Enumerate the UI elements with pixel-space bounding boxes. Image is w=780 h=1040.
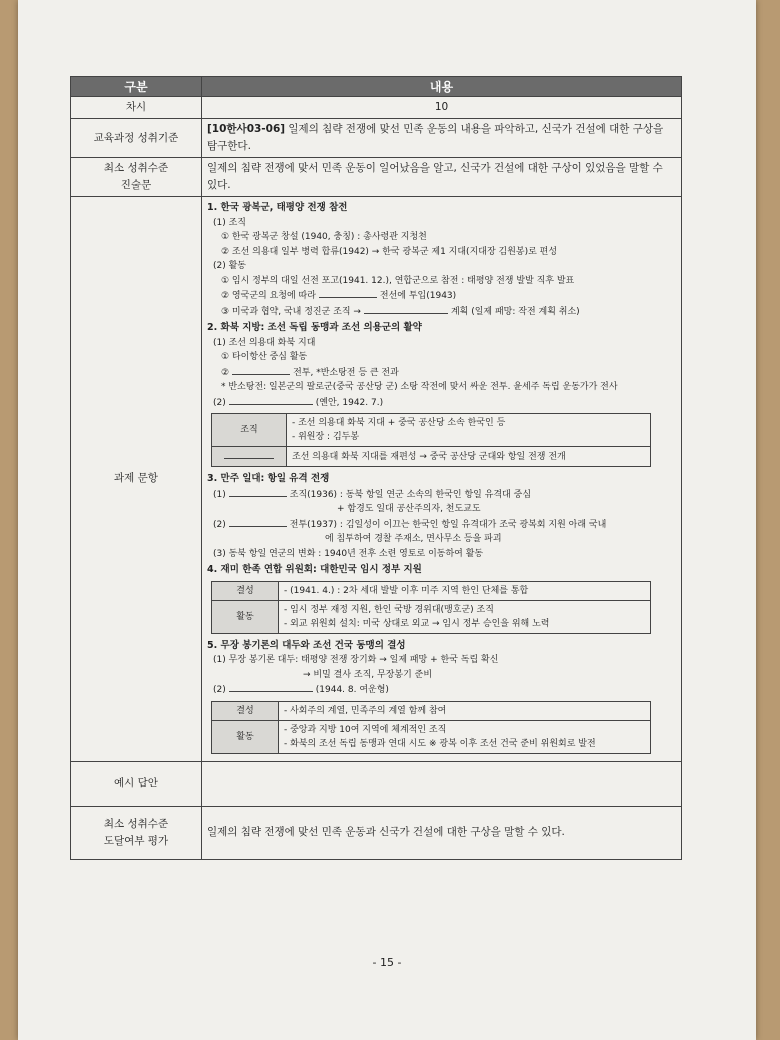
s1-act-3-a: ③ 미국과 협약, 국내 정진군 조직 → (221, 306, 361, 317)
session-row (71, 97, 682, 119)
evaluation-label (71, 806, 202, 859)
header-row (71, 77, 682, 97)
example-label: 예시 답안 (71, 761, 202, 806)
s1-org-2: ② 조선 의용대 일부 병력 합류(1942) → 한국 광복군 제1 지대(지대장 김원봉)로 편성 (221, 246, 558, 257)
answer-blank (232, 365, 290, 375)
answer-blank (229, 682, 313, 692)
section4-title: 4. 재미 한족 연합 위원회: 대한민국 임시 정부 지원 (207, 564, 422, 575)
worksheet-table (70, 76, 682, 860)
s4-founding: - (1941. 4.) : 2차 세대 발발 이후 미주 지역 한인 단체를 통합 (279, 581, 651, 600)
standard-cell (202, 119, 682, 158)
session-label: 차시 (71, 97, 202, 119)
s5-activity (279, 720, 651, 753)
s2-table-org-1: - 조선 의용대 화북 지대 + 중국 공산당 소속 한국인 등 (292, 418, 506, 428)
standard-row (71, 119, 682, 158)
s5-activity-1: - 중앙과 지방 10여 지역에 체계적인 조직 (284, 724, 447, 735)
s2-b (207, 395, 676, 411)
worksheet (70, 76, 682, 860)
task-label: 과제 문항 (71, 197, 202, 762)
section3-title: 3. 만주 일대: 항일 유격 전쟁 (207, 473, 330, 484)
s2-b-text: (옌안, 1942. 7.) (315, 397, 384, 408)
s5-table (211, 701, 651, 754)
answer-blank (229, 395, 313, 405)
s5-founding: - 사회주의 계열, 민족주의 계열 함께 참여 (279, 701, 651, 720)
example-answer-area[interactable] (202, 761, 682, 806)
s2-table-org-2: - 위원장 : 김두봉 (292, 432, 360, 442)
session-value: 10 (202, 97, 682, 119)
s3-a2-num: (2) (213, 519, 226, 530)
standard-text: 일제의 침략 전쟁에 맞선 민족 운동의 내용을 파악하고, 신국가 건설에 대한 구상을 탐구한다. (207, 123, 664, 152)
s4-table (211, 581, 651, 634)
s2-table (211, 413, 651, 467)
s1-org: (1) 조직 (213, 217, 246, 228)
s1-act-1: ① 임시 정부의 대일 선전 포고(1941. 12.), 연합군으로 참전 : 태평양 전쟁 발발 직후 발표 (221, 275, 575, 286)
s3-a3: (3) 동북 항일 연군의 변화 : 1940년 전후 소련 영토로 이동하여 활동 (213, 548, 484, 559)
s4-table-row (212, 600, 651, 633)
minimum-label (71, 158, 202, 197)
s2-note: * 반소탕전: 일본군의 팔로군(중국 공산당 군) 소탕 작전에 맞서 싸운 전투. 윤세주 독립 운동가가 전사 (221, 382, 618, 392)
s5-table-row (212, 720, 651, 753)
s1-act-2-b: 전선에 투입(1943) (379, 291, 457, 301)
answer-blank (364, 304, 448, 314)
answer-blank (319, 288, 377, 298)
s5-b-num: (2) (213, 685, 226, 695)
s4-table-row (212, 581, 651, 600)
s1-org-1: ① 한국 광복군 창설 (1940, 충칭) : 총사령관 지청천 (221, 232, 427, 242)
section2-title: 2. 화북 지방: 조선 독립 동맹과 조선 의용군의 활약 (207, 322, 422, 333)
s3-a1 (207, 487, 676, 503)
s1-act: (2) 활동 (213, 261, 246, 271)
s2-a1: ① 타이항산 중심 활동 (221, 352, 308, 362)
s2-a: (1) 조선 의용대 화북 지대 (213, 337, 316, 348)
s2-table-row (212, 447, 651, 467)
paper-sheet (18, 0, 756, 1040)
s5-b-text: (1944. 8. 여운형) (315, 685, 389, 695)
s2-a2-num: ② (221, 367, 230, 378)
s2-table-row (212, 414, 651, 447)
answer-blank (224, 449, 274, 459)
standard-label: 교육과정 성취기준 (71, 119, 202, 158)
s3-a1-cont: + 함경도 일대 공산주의자, 천도교도 (337, 504, 481, 514)
s2-table-org-label: 조직 (212, 414, 287, 447)
s3-a2 (207, 517, 676, 533)
example-row (71, 761, 682, 806)
s5-activity-label: 활동 (212, 720, 279, 753)
answer-blank (229, 517, 287, 527)
page-number: - 15 - (372, 956, 402, 969)
s5-a1-cont: → 비밀 결사 조직, 무장봉기 준비 (303, 669, 433, 680)
minimum-text: 일제의 침략 전쟁에 맞서 민족 운동이 일어났음을 알고, 신국가 건설에 대한 구상이 있었음을 말할 수 있다. (202, 158, 682, 197)
s1-act-2 (207, 288, 676, 304)
s4-activity-label: 활동 (212, 600, 279, 633)
s4-founding-label: 결성 (212, 581, 279, 600)
minimum-row (71, 158, 682, 197)
s5-activity-2: - 화북의 조선 독립 동맹과 연대 시도 ※ 광복 이후 조선 건국 준비 위원회로 발전 (284, 738, 596, 749)
s2-table-blank-label (212, 447, 287, 467)
s1-act-3 (207, 304, 676, 320)
evaluation-row (71, 806, 682, 859)
answer-blank (229, 487, 287, 497)
s4-activity-2: - 외교 위원회 설치: 미국 상대로 외교 → 임시 정부 승인을 위해 노력 (284, 618, 550, 629)
s1-act-3-b: 계획 (일제 패망: 작전 계획 취소) (450, 306, 580, 317)
minimum-label-line1: 최소 성취수준 (103, 162, 169, 174)
s2-b-num: (2) (213, 397, 226, 408)
s3-a2-cont: 에 침투하여 경찰 주재소, 면사무소 등을 파괴 (325, 534, 502, 544)
s1-act-2-a: ② 영국군의 요청에 따라 (221, 291, 316, 301)
s5-b (207, 682, 676, 698)
evaluation-text: 일제의 침략 전쟁에 맞선 민족 운동과 신국가 건설에 대한 구상을 말할 수 있다. (202, 806, 682, 859)
evaluation-label-line1: 최소 성취수준 (103, 817, 169, 830)
task-row (71, 197, 682, 762)
task-content (202, 197, 682, 762)
minimum-label-line2: 진술문 (120, 179, 152, 191)
s2-a2-text: 전투, *반소탕전 등 큰 전과 (293, 367, 399, 378)
s3-a1-text: 조직(1936) : 동북 항일 연군 소속의 한국인 항일 유격대 중심 (289, 489, 532, 500)
header-content: 내용 (202, 77, 682, 97)
standard-code: [10한사03-06] (207, 123, 286, 135)
s5-a1: (1) 무장 봉기론 대두: 태평양 전쟁 장기화 → 일제 패망 + 한국 독립 확신 (213, 655, 499, 665)
s2-table-row2: 조선 의용대 화북 지대를 재편성 → 중국 공산당 군대와 항일 전쟁 전개 (287, 447, 651, 467)
s2-table-org (287, 414, 651, 447)
s5-table-row (212, 701, 651, 720)
header-category: 구분 (71, 77, 202, 97)
s5-founding-label: 결성 (212, 701, 279, 720)
s2-a2 (207, 365, 676, 381)
evaluation-label-line2: 도달여부 평가 (103, 834, 169, 847)
s4-activity (279, 600, 651, 633)
s3-a1-num: (1) (213, 489, 226, 500)
s3-a2-text: 전투(1937) : 김일성이 이끄는 한국인 항일 유격대가 조국 광복회 지원 아래 국내 (289, 519, 607, 530)
section5-title: 5. 무장 봉기론의 대두와 조선 건국 동맹의 결성 (207, 639, 406, 651)
s4-activity-1: - 임시 정부 재정 지원, 한인 국방 경위대(맹호군) 조직 (284, 604, 494, 615)
section1-title: 1. 한국 광복군, 태평양 전쟁 참전 (207, 202, 348, 213)
